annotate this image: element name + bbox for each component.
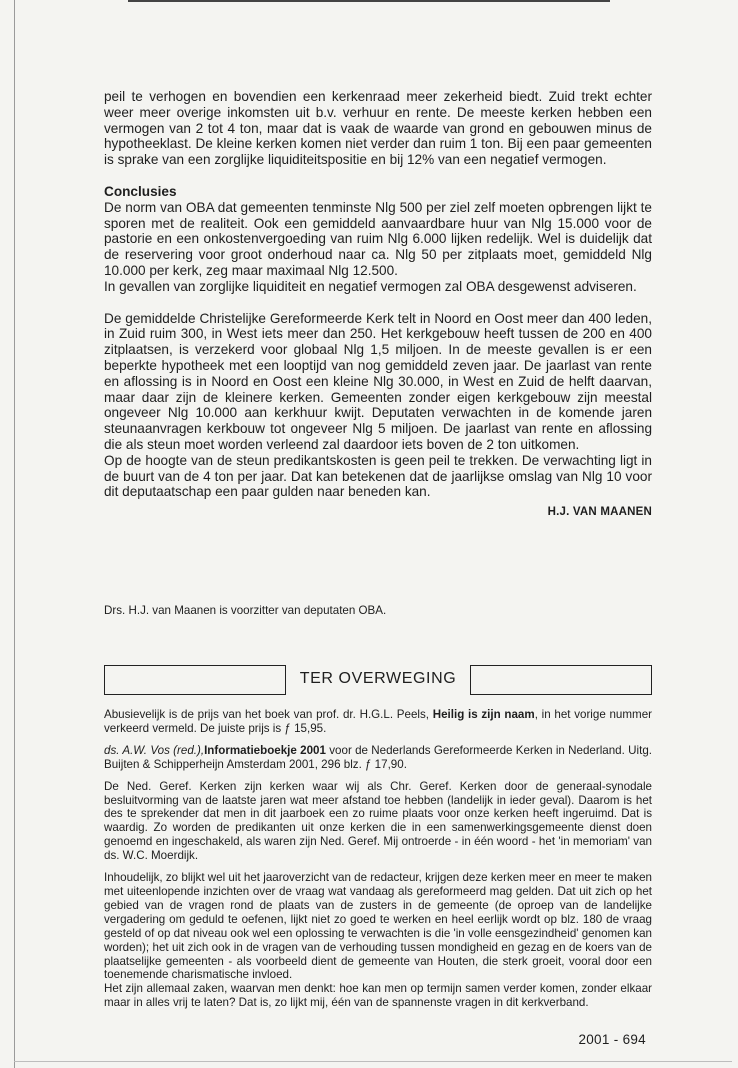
banner-title: TER OVERWEGING xyxy=(299,670,457,687)
book-title-informatieboekje: Informatieboekje 2001 xyxy=(204,743,326,757)
book-reference-paragraph: ds. A.W. Vos (red.),Informatieboekje 2001 voor de Nederlands Gereformeerde Kerken in Nederland. Uitg. Buijten & Schipperheijn Amsterdam 2001, 296 blz. ƒ 17,90. xyxy=(104,743,652,771)
section-banner xyxy=(104,665,652,695)
ter-overweging-section xyxy=(104,708,652,1018)
book-editor: ds. A.W. Vos (red.), xyxy=(104,743,205,757)
conclusions-paragraph-3: De gemiddelde Christelijke Gereformeerde Kerk telt in Noord en Oost meer dan 400 leden, in Zuid ruim 300, in West iets meer dan 250. Het kerkgebouw heeft tussen de 200 en 400 zitplaatsen, is verzekerd voor globaal Nlg 1,5 miljoen. In de meeste gevallen is er een beperkte hypotheek met een looptijd van nog gemiddeld zeven jaar. De jaarlast van rente en aflossing is in Noord en Oost een kleine Nlg 30.000, in West en Zuid de helft daarvan, maar daar zijn de kleinere kerken. Gemeenten zonder eigen kerkgebouw zijn meestal ongeveer Nlg 10.000 aan kerkhuur kwijt. Deputaten verwachten in de komende jaren steunaanvragen kerkbouw tot ongeveer Nlg 5 miljoen. De jaarlast van rente en aflossing die als steun moet worden verleend zal daardoor iets boven de 2 ton uitkomen. xyxy=(104,310,652,452)
page-bottom-edge xyxy=(14,1061,732,1062)
page-number: 2001 - 694 xyxy=(578,1032,646,1047)
conclusions-paragraph-4: Op de hoogte van de steun predikantskosten is geen peil te trekken. De verwachting ligt in de buurt van de 4 ton per jaar. Dat kan betekenen dat de jaarlijkse omslag van Nlg 10 voor dit deputaatschap een paar gulden naar beneden kan. xyxy=(104,452,652,500)
review-paragraph-2: Inhoudelijk, zo blijkt wel uit het jaaroverzicht van de redacteur, krijgen deze kerken meer en meer te maken met uiteenlopende inzichten over de vraag wat vandaag als gereformeerd mag gelden. Dat uit zich op het gebied van de vragen rond de plaats van de zusters in de gemeente (de oproep van de landelijke vergadering om geduld te oefenen, lijkt niet zo goed te werken en heel eerlijk wordt op blz. 180 de vraag gesteld of op dat niveau ook wel een oplossing te verwachten is die 'in volle eensgezindheid' genomen kan worden); het uit zich ook in de vragen van de verhouding tussen mondigheid en gezag en de koers van de plaatselijke gemeenten - als voorbeeld dient de gemeente van Houten, die sterk groeit, vooral door een toenemende charismatische invloed. xyxy=(104,871,652,982)
review-paragraph-3: Het zijn allemaal zaken, waarvan men denkt: hoe kan men op termijn samen verder komen, zonder elkaar maar in alles vrij te laten? Dat is, zo lijkt mij, één van de spannenste vragen in dit kerkverband. xyxy=(104,982,652,1010)
conclusions-heading: Conclusies xyxy=(104,183,177,199)
price-correction-paragraph: Abusievelijk is de prijs van het boek van prof. dr. H.G.L. Peels, Heilig is zijn naam, in het vorige nummer verkeerd vermeld. De juiste prijs is ƒ 15,95. xyxy=(104,708,653,735)
conclusions-paragraph-2: In gevallen van zorglijke liquiditeit en negatief vermogen zal OBA desgewenst adviseren. xyxy=(104,278,637,294)
author-note: Drs. H.J. van Maanen is voorzitter van deputaten OBA. xyxy=(104,604,387,617)
author-note-block xyxy=(104,604,652,618)
conclusions-paragraph-1: De norm van OBA dat gemeenten tenminste Nlg 500 per ziel zelf moeten opbrengen lijkt te sporen met de realiteit. Ook een gemiddeld aanvaardbare huur van Nlg 15.000 voor de pastorie en een onkostenvergoeding van ruim Nlg 6.000 lijken redelijk. Wel is duidelijk dat de reservering voor groot onderhoud naar ca. Nlg 50 per zitplaats moet, gemiddeld Nlg 10.000 per kerk, zeg maar maximaal Nlg 12.500. xyxy=(104,199,652,278)
author-signature: H.J. VAN MAANEN xyxy=(547,506,652,519)
review-paragraph-1: De Ned. Geref. Kerken zijn kerken waar wij als Chr. Geref. Kerken door de generaal-synodale besluitvorming van de laatste jaren wat meer afstand toe hebben (landelijk in ieder geval). Daarom is het des te sprekender dat men in dit jaarboek een zo ruime plaats voor onze kerken heeft ingeruimd. Dat is waardig. Zo worden de predikanten uit onze kerken die in een samenwerkingsgemeente dienst doen genoemd en ingeschakeld, als waren zijn Ned. Geref. Mij ontroerde - in één woord - het 'in memoriam' van ds. W.C. Moerdijk. xyxy=(104,779,652,863)
main-article xyxy=(104,89,652,518)
intro-paragraph: peil te verhogen en bovendien een kerkenraad meer zekerheid biedt. Zuid trekt echter weer meer overige inkomsten uit b.v. verhuur en rente. De meeste kerken hebben een vermogen van 2 tot 4 ton, maar dat is vaak de waarde van grond en gebouwen minus de hypotheeklast. De kleine kerken komen niet verder dan ruim 1 ton. Bij een paar gemeenten is sprake van een zorglijke liquiditeitspositie en bij 12% van een negatief vermogen. xyxy=(104,89,652,168)
page-left-edge xyxy=(14,0,15,1068)
page-top-border xyxy=(128,0,610,2)
book-title-heilig: Heilig is zijn naam xyxy=(432,708,535,721)
